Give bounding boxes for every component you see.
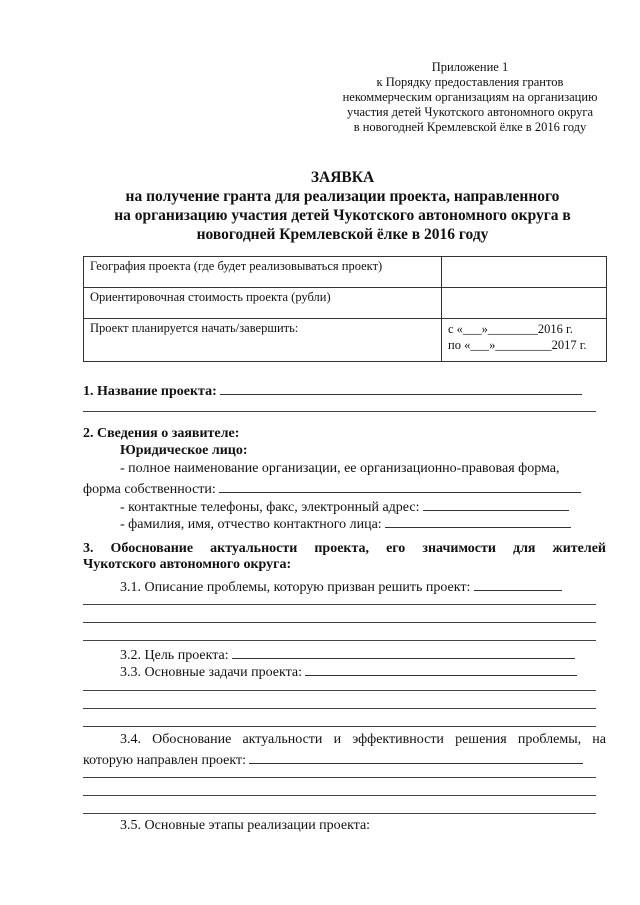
table-row xyxy=(84,288,607,319)
section-3-heading-cont: Чукотского автономного округа: xyxy=(83,557,292,572)
section-3-4-label: которую направлен проект: xyxy=(83,753,246,768)
title-line: новогодней Кремлевской ёлке в 2016 году xyxy=(196,226,489,243)
section-3-4-line[interactable] xyxy=(83,777,596,778)
section-3-1-line[interactable] xyxy=(83,604,596,605)
section-3-3-line[interactable] xyxy=(83,726,596,727)
appendix-line: в новогодней Кремлевской ёлке в 2016 году xyxy=(353,120,587,134)
org-form-row xyxy=(83,478,613,498)
section-3-1-line[interactable] xyxy=(83,622,596,623)
section-3-1-field[interactable] xyxy=(474,576,562,591)
section-3-4-line[interactable] xyxy=(83,795,596,796)
section-1-heading: 1. Название проекта: xyxy=(83,384,217,399)
legal-entity-heading: Юридическое лицо: xyxy=(120,443,248,458)
org-name-text: - полное наименование организации, ее организационно-правовая форма, xyxy=(120,461,560,476)
project-name-line[interactable] xyxy=(83,411,596,412)
appendix-line: Приложение 1 xyxy=(431,60,509,74)
project-info-table xyxy=(83,256,607,362)
section-3-1-label: 3.1. Описание проблемы, которую призван решить проект: xyxy=(120,580,471,595)
org-form-field[interactable] xyxy=(219,478,581,493)
section-3-4-text: 3.4. Обоснование актуальности и эффективности решения проблемы, на xyxy=(120,732,606,747)
table-cell-label: Проект планируется начать/завершить: xyxy=(84,319,442,362)
title-line: на организацию участия детей Чукотского автономного округа в xyxy=(114,207,571,224)
appendix-line: к Порядку предоставления грантов xyxy=(376,75,564,89)
title-main: ЗАЯВКА xyxy=(310,169,375,186)
contacts-field[interactable] xyxy=(423,496,569,511)
section-3-3-field[interactable] xyxy=(305,661,577,676)
project-name-field[interactable] xyxy=(220,380,582,395)
appendix-header xyxy=(320,60,620,135)
appendix-line: некоммерческим организациям на организацию xyxy=(342,90,598,104)
table-cell-label: Ориентировочная стоимость проекта (рубли) xyxy=(84,288,442,319)
contacts-label: - контактные телефоны, факс, электронный адрес: xyxy=(120,500,420,515)
section-3-3-line[interactable] xyxy=(83,708,596,709)
section-3-heading: 3. Обоснование актуальности проекта, его значимости для жителей xyxy=(83,541,606,556)
section-3-4-row xyxy=(83,749,613,769)
section-3-1-row xyxy=(120,576,640,596)
section-3-1-line[interactable] xyxy=(83,640,596,641)
person-field[interactable] xyxy=(385,513,571,528)
table-row xyxy=(84,319,607,362)
table-row xyxy=(84,257,607,288)
title-line: на получение гранта для реализации проекта, направленного xyxy=(125,188,560,205)
section-3-4-line[interactable] xyxy=(83,813,596,814)
section-1 xyxy=(83,380,613,400)
section-3-4-field[interactable] xyxy=(249,749,583,764)
section-3-2-label: 3.2. Цель проекта: xyxy=(120,648,229,663)
table-cell-value[interactable] xyxy=(442,257,607,288)
person-label: - фамилия, имя, отчество контактного лица: xyxy=(120,517,382,532)
section-3-3-row xyxy=(120,661,640,681)
person-row xyxy=(120,513,640,533)
appendix-line: участия детей Чукотского автономного округа xyxy=(346,105,594,119)
section-3-2-field[interactable] xyxy=(232,644,575,659)
document-title xyxy=(60,168,625,244)
section-3-3-line[interactable] xyxy=(83,690,596,691)
table-cell-value[interactable] xyxy=(442,288,607,319)
section-3-5-label: 3.5. Основные этапы реализации проекта: xyxy=(120,818,371,833)
org-form-label: форма собственности: xyxy=(83,482,216,497)
table-cell-dates[interactable] xyxy=(442,319,607,362)
start-date: с «___»________2016 г. xyxy=(448,322,573,336)
end-date: по «___»_________2017 г. xyxy=(448,338,587,352)
table-cell-label: География проекта (где будет реализовываться проект) xyxy=(84,257,442,288)
section-3-3-label: 3.3. Основные задачи проекта: xyxy=(120,665,302,680)
section-2-heading: 2. Сведения о заявителе: xyxy=(83,426,240,441)
